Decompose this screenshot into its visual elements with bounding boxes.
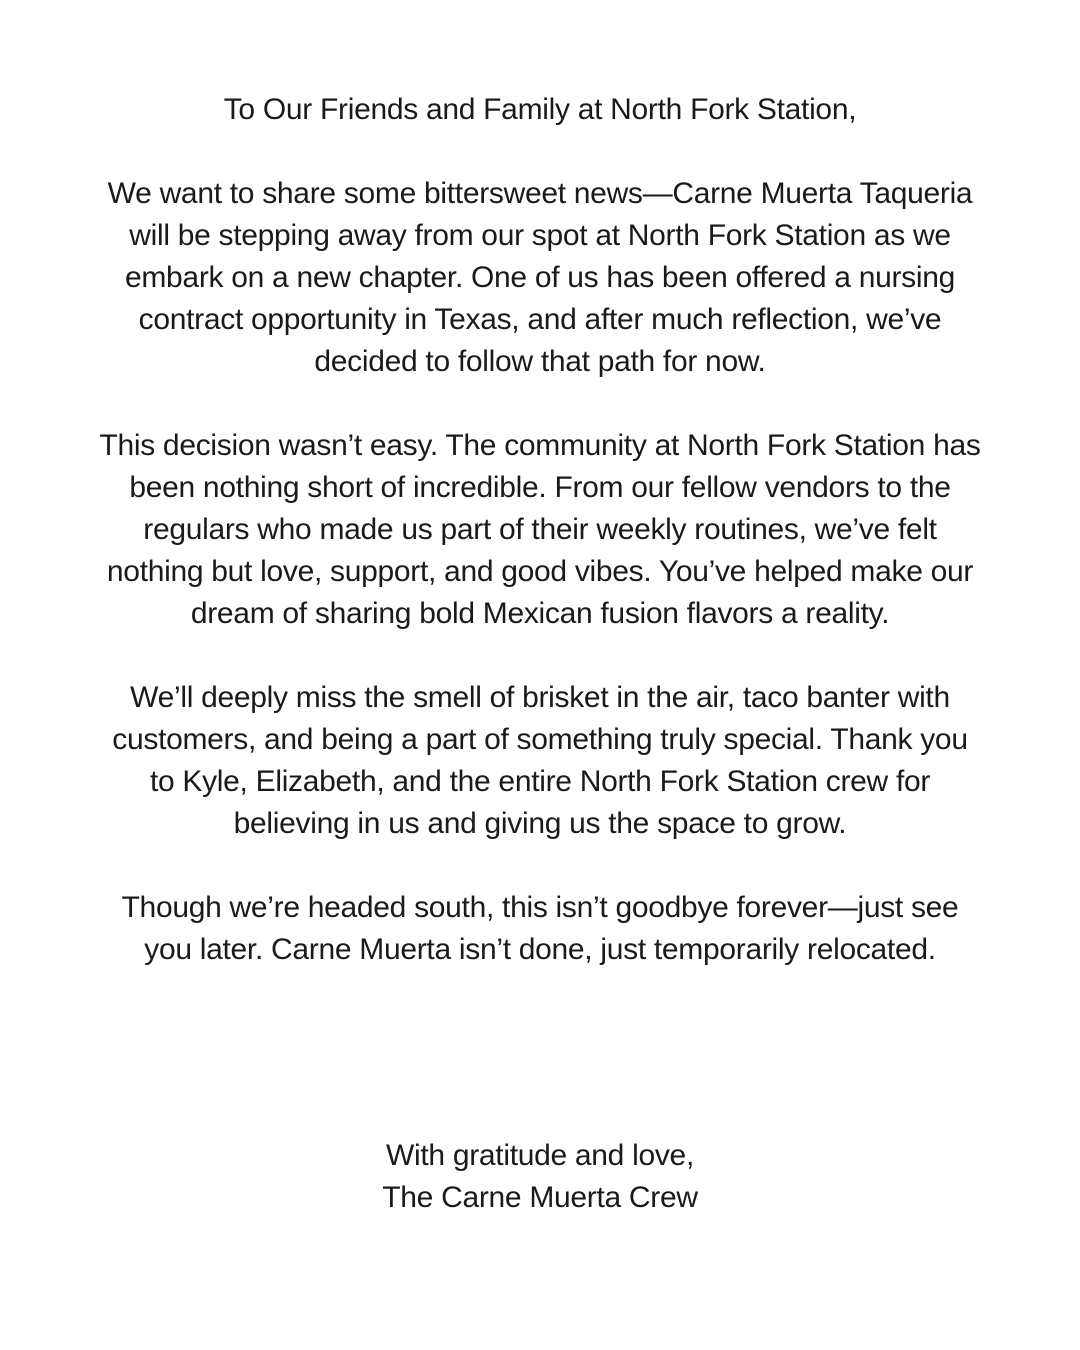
paragraph-farewell: [40, 887, 1040, 971]
paragraph-line: embark on a new chapter. One of us has been offered a nursing: [124, 261, 956, 294]
paragraph-line: you later. Carne Muerta isn’t done, just temporarily relocated.: [144, 933, 936, 966]
paragraph-line: customers, and being a part of something truly special. Thank you: [112, 723, 968, 756]
closing-line: With gratitude and love,: [386, 1139, 694, 1172]
letter-body: [40, 89, 1040, 1013]
paragraph-line: decided to follow that path for now.: [314, 345, 766, 378]
paragraph-line: been nothing short of incredible. From our fellow vendors to the: [129, 471, 951, 504]
paragraph-news: [40, 173, 1040, 383]
paragraph-line: We’ll deeply miss the smell of brisket in the air, taco banter with: [130, 681, 950, 714]
paragraph-line: believing in us and giving us the space to grow.: [233, 807, 847, 840]
paragraph-line: This decision wasn’t easy. The community at North Fork Station has: [99, 429, 981, 462]
paragraph-line: Though we’re headed south, this isn’t goodbye forever—just see: [121, 891, 959, 924]
paragraph-thanks: [40, 677, 1040, 845]
paragraph-line: to Kyle, Elizabeth, and the entire North Fork Station crew for: [149, 765, 931, 798]
paragraph-community: [40, 425, 1040, 635]
paragraph-line: nothing but love, support, and good vibes. You’ve helped make our: [106, 555, 974, 588]
letter-greeting: To Our Friends and Family at North Fork Station,: [223, 93, 857, 126]
paragraph-line: We want to share some bittersweet news—Carne Muerta Taqueria: [107, 177, 973, 210]
paragraph-line: contract opportunity in Texas, and after much reflection, we’ve: [138, 303, 942, 336]
paragraph-line: will be stepping away from our spot at North Fork Station as we: [129, 219, 951, 252]
paragraph-line: dream of sharing bold Mexican fusion flavors a reality.: [190, 597, 890, 630]
letter-signoff: [40, 1135, 1040, 1219]
signature-line: The Carne Muerta Crew: [382, 1181, 698, 1214]
paragraph-line: regulars who made us part of their weekly routines, we’ve felt: [143, 513, 937, 546]
